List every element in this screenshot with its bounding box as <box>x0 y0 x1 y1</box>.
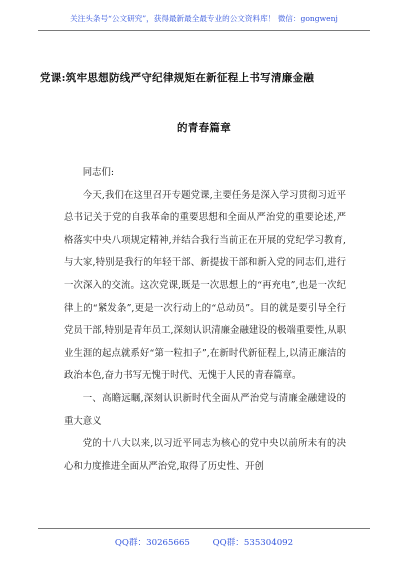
section-heading-1: 一、高瞻远瞩,深刻认识新时代全面从严治党与清廉金融建设的重大意义 <box>64 392 346 427</box>
document-title-line-2: 的青春篇章 <box>177 122 231 134</box>
footer-divider <box>38 528 370 529</box>
footer <box>0 536 408 548</box>
header-divider <box>38 30 370 31</box>
footer-qq-group-2: QQ群：535304092 <box>212 538 294 548</box>
footer-qq-group-1: QQ群：30265665 <box>114 538 190 548</box>
document-title-line-1: 党课:筑牢思想防线严守纪律规矩在新征程上书写清廉金融 <box>40 72 315 84</box>
body-paragraph-intro: 今天,我们在这里召开专题党课,主要任务是深入学习贯彻习近平总书记关于党的自我革命的重要思想和全面从严治党的重要论述,严格落实中央八项规定精神,并结合我行当前正在开展的党纪学习教育,与大家,特别是我行的年轻干部、新提拔干部和新入党的同志们,进行一次深入的交流。这次党课,既是一次思想上的“再充电”,也是一次纪律上的“紧发条”,更是一次行动上的“总动员”。目的就是要引导全行党员干部,特别是青年员工,深刻认识清廉金融建设的极端重要性,从职业生涯的起点就系好“第一粒扣子”,在新时代新征程上,以清正廉洁的政治本色,奋力书写无愧于时代、无愧于人民的青春篇章。 <box>64 189 346 382</box>
document-body <box>64 162 346 478</box>
body-paragraph-section-1: 党的十八大以来,以习近平同志为核心的党中央以前所未有的决心和力度推进全面从严治党,取得了历史性、开创 <box>64 438 346 472</box>
salutation: 同志们: <box>82 167 115 178</box>
header-banner: 关注头条号“公文研究”，获得最新最全最专业的公文资料库！ 微信：gongwenj <box>70 14 338 23</box>
